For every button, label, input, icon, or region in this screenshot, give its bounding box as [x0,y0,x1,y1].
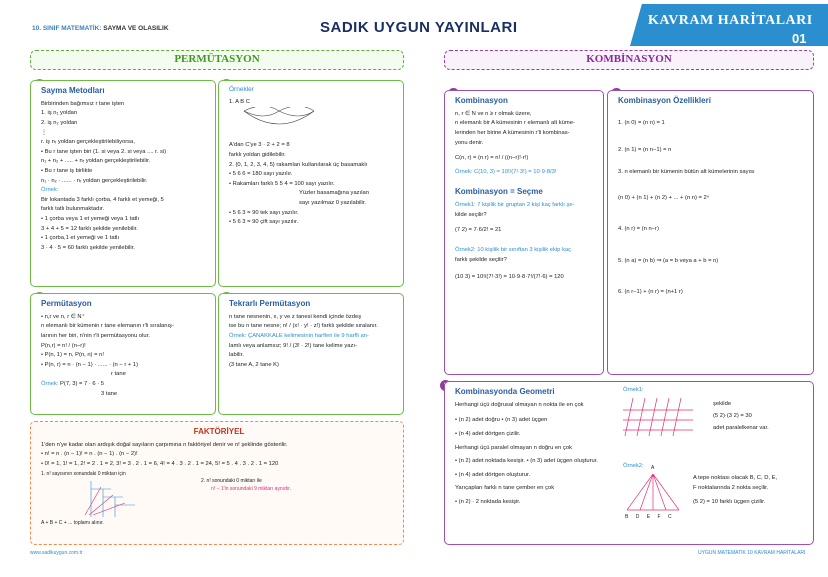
text-line: 3 · 4 · 5 = 60 farklı şekilde yenilebilir. [41,244,135,251]
text-line: • Rakamları farklı 5 5 4 = 100 sayı yazılır. [229,180,335,187]
text-line: labilir. [229,352,244,359]
formula: (10 3) = 10!/(7!·3!) = 10·9·8·7!/(7!·6) = 120 [455,274,564,281]
box-title: FAKTÖRİYEL [193,427,245,436]
text-line: Bir lokantada 3 farklı çorba, 4 farklı et yemeği, 5 [41,196,164,203]
box-title: Kombinasyon [455,96,508,105]
box-title: Örnekler [229,86,254,93]
formula: • (n 2) adet doğru • (n 3) adet üçgen [455,417,548,424]
text-line: • 5 6 3 = 90 çift sayı yazılır. [229,219,299,226]
text-line: r. iş nᵣ yoldan gerçekleştirilebiliyorsa, [41,139,135,146]
text-line: n tane nesnenin, x, y ve z tanesi kendi içinde özdeş [229,313,362,320]
text-line: • Bu r tane iş birlikte [41,167,93,174]
text-line: 1. n! sayısının sonundaki 0 miktarı için [41,470,126,477]
box-kombinasyonda-geometri [444,381,814,545]
footer-series: UYGUN MATEMATİK 10 KAVRAM HARİTALARI [698,550,806,556]
formula: 4. (n r) = (n n−r) [618,226,659,233]
publisher-title: SADIK UYGUN YAYINLARI [320,19,518,36]
triangle-fan-figure [623,470,683,516]
text-line: • 1 çorba veya 1 et yemeği veya 1 tatlı [41,215,140,222]
text-line: 1. A B C [229,98,250,105]
text-line: n₁ · n₂ · ...... · nᵣ yoldan gerçekleştirilebilir. [41,177,148,184]
box-tekrarli-permutasyon [218,293,404,415]
text-line: farklı şekilde seçilir? [455,256,507,263]
text-line: • 1 çorba,1 et yemeği ve 1 tatlı [41,235,120,242]
brand-title: KAVRAM HARİTALARI [648,13,813,28]
formula: • (n 4) adet dörtgen çizilir. [455,430,521,437]
formula: 6. (n r−1) + (n r) = (n+1 r) [618,289,683,296]
formula: • (n 2) · 2 noktada kesişir. [455,498,521,505]
text-line: farklı tatlı bulunmaktadır. [41,206,105,213]
text-line: 2. {0, 1, 2, 3, 4, 5} rakamları kullanılarak üç basamaklı [229,161,368,168]
text-line: kilde seçilir? [455,211,487,218]
point-label: C [667,514,672,520]
path-diagram [239,107,319,141]
text-line: n₁ + n₂ + ..... + nᵣ yoldan gerçekleştirilebilir. [41,158,151,165]
example-label: Örnek1: [623,387,644,393]
formula: (7 2) = 7·6/2! = 21 [455,227,502,234]
box-title: Sayma Metodları [41,86,105,95]
box-kombinasyon [444,90,604,375]
point-label: E [646,514,651,520]
text-line: Herhangi üçü doğrusal olmayan n nokta ile en çok [455,401,584,408]
text-line: 3 tane [101,390,118,397]
grade-label: 10. SINIF MATEMATİK: SAYMA VE OLASILIK [32,25,169,32]
text-line: (3 tane A, 2 tane K) [229,361,279,368]
formula: C(n, r) = (n r) = n! / ((n−r)!·r!) [455,155,529,162]
footer-url: www.sadikuygun.com.tr [30,550,83,556]
box-kombinasyon-ozellikleri [607,90,814,375]
page-number: 01 [792,31,807,46]
text-line: P(n,r) = n! / (n−r)! [41,342,86,349]
text-line: • n! = n . (n − 1)! = n . (n − 1) . (n − 2)! [41,451,138,458]
box-title: Permütasyon [41,299,92,308]
text-line: n elemanlı bir kümenin r tane elemanın r'li sıralanış- [41,323,174,330]
text-line: 2. iş n₂ yoldan [41,119,78,126]
text-line: • Bu r tane işten biri (1. si veya 2. si veya .... r. si) [41,148,167,155]
text-line: n, r ∈ N ve n ≥ r olmak üzere, [455,110,532,117]
example-label: Örnek2: [623,463,644,469]
example-label: Örnek: [41,380,59,387]
text-line: Herhangi üçü paralel olmayan n doğru en çok [455,444,572,451]
text-line: P(7, 3) = 7 · 6 · 5 [60,380,105,387]
text-line: A + B + C + ... toplamı alınır. [41,520,104,527]
formula: (n 0) + (n 1) + (n 2) + ... + (n n) = 2ⁿ [618,194,709,201]
formula: 2. (n 1) = (n n−1) = n [618,147,672,154]
text-line: 1'den n'ye kadar olan ardışık doğal sayıların çarpımına n faktöriyel denir ve n! şeklinde gösterilir. [41,441,288,448]
text-line: sayı yazılmaz 0 yazılabilir. [299,199,367,206]
box-ornekler [218,80,404,287]
formula: • (n 4) adet dörtgen oluşturur. [455,471,531,478]
example-label: Örnek: [41,187,59,194]
text-line: ise bu n tane nesne; n! / (x! · y! · z!) farklı şekilde sıralanır. [229,323,378,330]
text-line: şekilde [713,401,732,407]
formula: • (n 2) adet noktada kesişir. • (n 3) adet üçgen oluşturur. [455,458,598,465]
text-line: Örnek: ÇANAKKALE kelimesinin harfleri ile 9 harfli an- [229,332,369,339]
text-line: farklı yoldan gidilebilir. [229,151,286,158]
division-diagram [81,479,171,519]
box-title: Tekrarlı Permütasyon [229,299,311,308]
box-permutasyon [30,293,216,415]
text-line: A tepe noktası olacak B, C, D, E, [693,475,778,481]
text-line: lerinden her birine A kümesinin r'li kombinas- [455,129,570,136]
formula: (5 2)·(3 2) = 30 [713,413,752,419]
text-line: 2. n! sonundaki 0 miktarı ile [201,478,262,484]
text-line: n! − 1'in sonundaki 9 miktarı aynıdır. [211,486,292,492]
text-line: Yarıçapları farklı n tane çember en çok [455,485,555,492]
text-line: r tane [111,371,126,378]
text-line: • 5 6 6 = 180 sayı yazılır. [229,171,293,178]
box-faktoriyel [30,421,404,545]
text-line: Yüzler basamağına yazılan [299,190,369,197]
point-label: D [635,514,640,520]
parallel-lines-figure [623,396,703,440]
formula: Örnek: C(10, 3) = 10!/(7!·3!) = 10·9·8/3! [455,168,557,175]
text-line: 3 + 4 + 5 = 12 farklı şekilde yenilebilir. [41,225,138,232]
text-line: Birbirinden bağımsız r tane işten [41,100,125,107]
text-line: A'dan C'ye 3 · 2 + 2 = 8 [229,142,290,149]
text-line: adet paralelkenar var. [713,425,769,431]
text-line: ⋮ [41,129,47,136]
text-line: n elemanlı bir A kümesinin r elemanlı alt küme- [455,120,575,127]
formula: 1. (n 0) = (n n) = 1 [618,119,665,126]
section-permutasyon: PERMÜTASYON [30,50,404,70]
text-line: F noktalarında 2 nokta seçilir. [693,485,769,491]
text-line: • P(n, 1) = n, P(n, n) = n! [41,352,104,359]
text-line: Örnek2: 10 kişilik bir sınıftan 3 kişilik ekip kaç [455,246,571,253]
text-line: • n,r ve n, r ∈ N⁺ [41,313,85,320]
text-line: lamlı veya anlamsız; 9! / (3! · 2!) tane kelime yazı- [229,342,357,349]
text-line: • P(n, r) = n · (n − 1) · ...... · (n − r + 1) [41,361,139,368]
box-sayma-metodlari [30,80,216,287]
section-kombinasyon: KOMBİNASYON [444,50,814,70]
point-label: F [657,514,661,520]
text-line: larının her biri, n'nin r'li permütasyonu olur. [41,332,150,339]
formula: 5. (n a) = (n b) ⇒ (a = b veya a + b = n) [618,257,719,264]
text-line: 1. iş n₁ yoldan [41,110,78,117]
text-line: • 0! = 1, 1! = 1, 2! = 2 . 1 = 2, 3! = 3 . 2 . 1 = 6, 4! = 4 . 3 . 2 . 1 = 24, 5! = 5 . 4 . 3 . 2 . 1 = 120 [41,460,279,467]
formula: (5 2) = 10 farklı üçgen çizilir. [693,499,766,505]
box-title: Kombinasyon Özellikleri [618,96,711,105]
text-line: • 5 6 3 = 90 tek sayı yazılır. [229,209,299,216]
point-label: B [625,514,629,520]
text-line: 3. n elemanlı bir kümenin bütün alt kümelerinin sayısı [618,168,755,175]
box-title: Kombinasyon = Seçme [455,187,543,197]
point-label: A [651,465,655,471]
box-title: Kombinasyonda Geometri [455,387,555,396]
text-line: yonu denir. [455,139,484,146]
text-line: Örnek1: 7 kişilik bir gruptan 2 kişi kaç farklı şe- [455,202,575,209]
